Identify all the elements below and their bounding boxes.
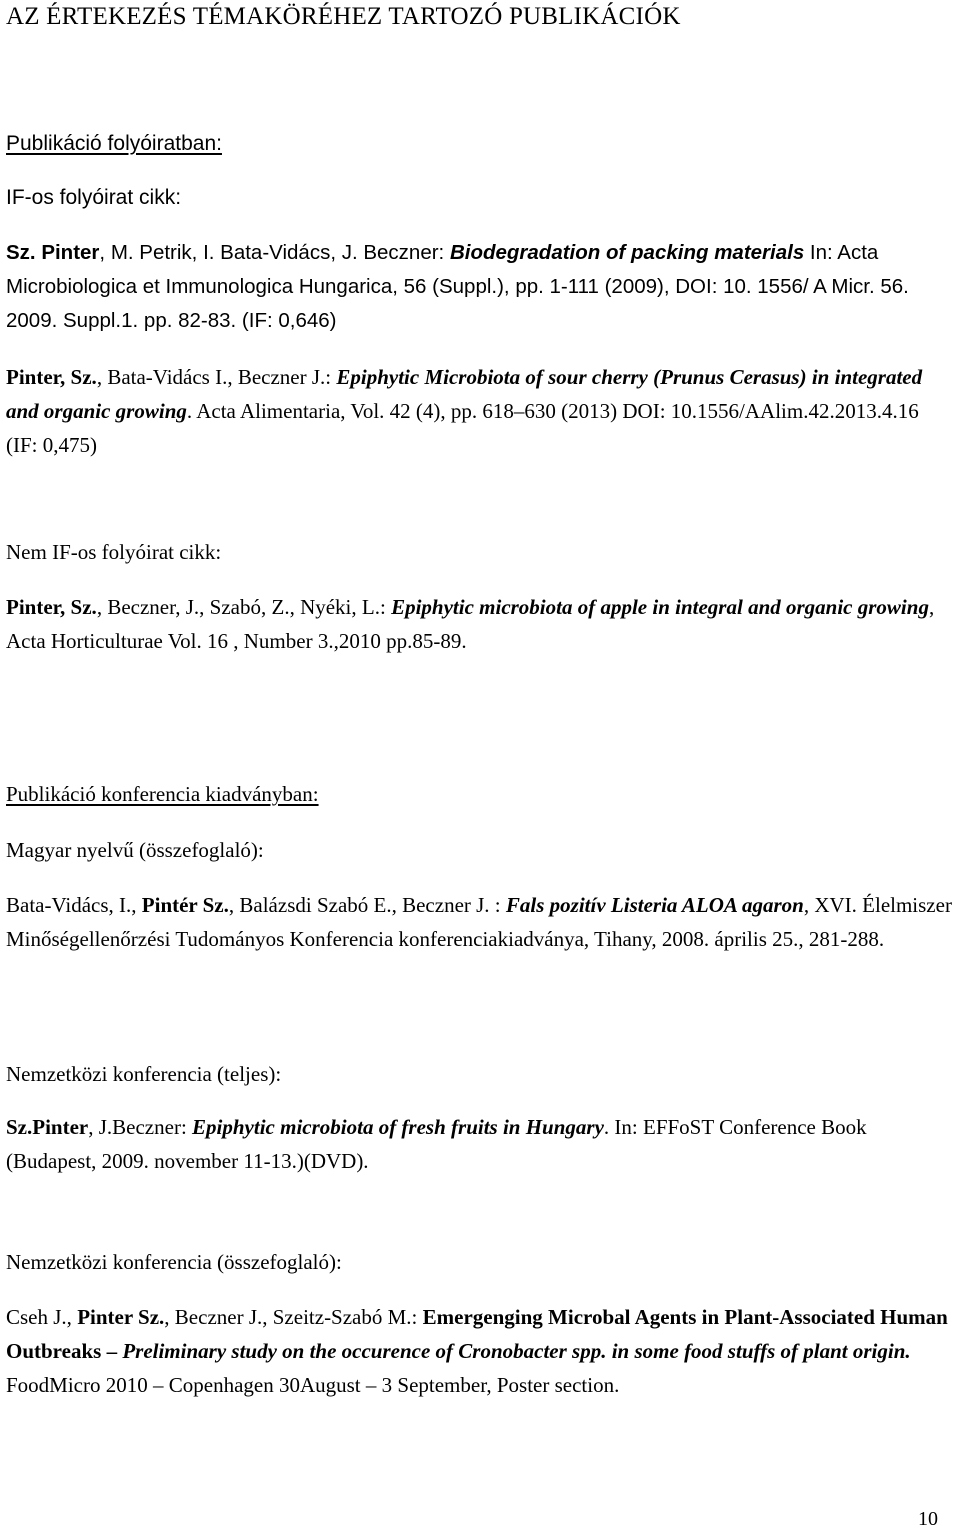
paper-title: Emergenging Microbal Agents in Plant-Associated Human Outbreaks [6, 1305, 948, 1363]
paper-title: Epiphytic microbiota of fresh fruits in Hungary [192, 1115, 604, 1139]
citation-text: . In: EFFoST Conference Book (Budapest, 2009. november 11-13.)(DVD). [6, 1115, 867, 1173]
author-highlight: Sz.Pinter [6, 1115, 89, 1139]
international-full-heading: Nemzetközi konferencia (teljes): [6, 1062, 282, 1086]
authors-text: , J.Beczner: [88, 1115, 193, 1139]
publication-entry-1 [6, 236, 954, 338]
authors-text: Cseh J., [6, 1305, 78, 1329]
author-highlight: Pintér Sz. [141, 893, 229, 917]
authors-text: , Balázsdi Szabó E., Beczner J. : [228, 893, 506, 917]
authors-text: Bata-Vidács, I., [6, 893, 142, 917]
author-highlight: Pinter, Sz. [6, 365, 97, 389]
publication-entry-6 [6, 1300, 954, 1402]
paper-title: Epiphytic microbiota of apple in integral and organic growing [391, 595, 929, 619]
paper-subtitle: Preliminary study on the occurence of Cronobacter spp. in some food stuffs of plant origin. [122, 1339, 911, 1363]
page-number: 10 [918, 1508, 938, 1530]
citation-text: FoodMicro 2010 – Copenhagen 30August – 3 September, Poster section. [6, 1373, 620, 1397]
title-separator: – [101, 1339, 123, 1363]
hungarian-abstract-heading: Magyar nyelvű (összefoglaló): [6, 838, 264, 862]
page-title: AZ ÉRTEKEZÉS TÉMAKÖRÉHEZ TARTOZÓ PUBLIKÁCIÓK [6, 3, 681, 30]
paper-title: Fals pozitív Listeria ALOA agaron [505, 893, 804, 917]
author-highlight: Pinter, Sz. [6, 595, 97, 619]
journal-heading: Publikáció folyóiratban: [6, 132, 222, 155]
international-abstract-heading: Nemzetközi konferencia (összefoglaló): [6, 1250, 342, 1274]
conference-heading: Publikáció konferencia kiadványban: [6, 782, 319, 806]
author-highlight: Pinter Sz. [77, 1305, 165, 1329]
authors-text: , M. Petrik, I. Bata-Vidács, J. Beczner: [99, 241, 450, 264]
authors-text: , Beczner, J., Szabó, Z., Nyéki, L.: [96, 595, 392, 619]
citation-text: , Acta Horticulturae Vol. 16 , Number 3.,2010 pp.85-89. [6, 595, 935, 653]
authors-text: , Beczner J., Szeitz-Szabó M.: [164, 1305, 423, 1329]
paper-title: Epiphytic Microbiota of sour cherry (Prunus Cerasus) in integrated and organic growing [6, 365, 923, 423]
author-highlight: Sz. Pinter [6, 241, 100, 264]
paper-title: Biodegradation of packing materials [449, 241, 805, 264]
publication-entry-2 [6, 360, 954, 462]
if-journal-heading: IF-os folyóirat cikk: [6, 186, 182, 209]
publication-entry-5 [6, 1110, 954, 1178]
citation-text: . Acta Alimentaria, Vol. 42 (4), pp. 618–630 (2013) DOI: 10.1556/AAlim.42.2013.4.16 (IF: 0,475) [6, 399, 919, 457]
publication-entry-4 [6, 888, 954, 956]
non-if-journal-heading: Nem IF-os folyóirat cikk: [6, 540, 222, 564]
citation-text: , XVI. Élelmiszer Minőségellenőrzési Tudományos Konferencia konferenciakiadványa, Tihany, 2008. április 25., 281-288. [6, 893, 952, 951]
citation-text: In: Acta Microbiologica et Immunologica Hungarica, 56 (Suppl.), pp. 1-111 (2009), DOI: 10. 1556/ A Micr. 56. 2009. Suppl.1. pp. 82-83. (IF: 0,646) [6, 241, 909, 332]
publication-entry-3 [6, 590, 954, 658]
authors-text: , Bata-Vidács I., Beczner J.: [96, 365, 337, 389]
